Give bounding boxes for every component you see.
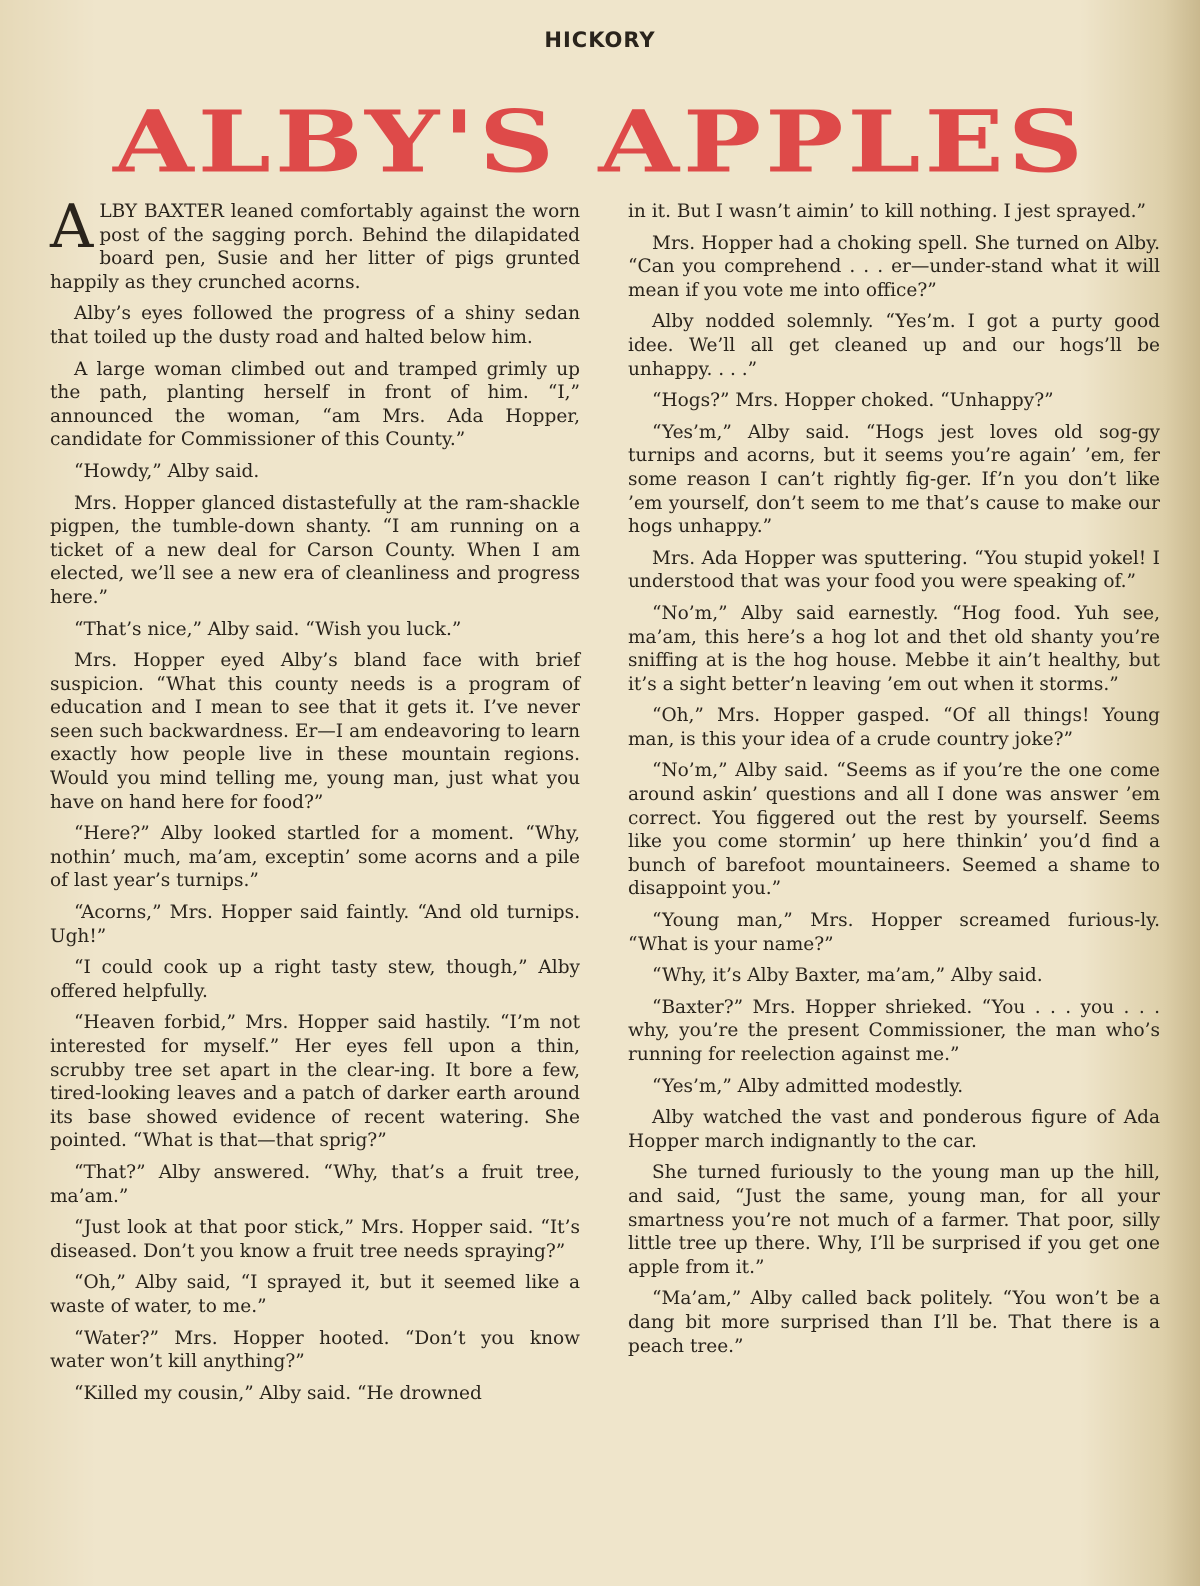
right-column	[628, 200, 1160, 1366]
paragraph: Mrs. Hopper eyed Alby’s bland face with brief suspicion. “What this county needs is a program of education and I mean to see that it gets it. I’ve never seen such backwardness. Er—I am endeavoring to learn exactly how people live in these mountain regions. Would you mind telling me, young man, just what you have on hand here for food?”	[50, 650, 580, 813]
paragraph: “Heaven forbid,” Mrs. Hopper said hastily. “I’m not interested for myself.” Her eyes fell upon a thin, scrubby tree set apart in the clear-ing. It bore a few, tired-looking leaves and a patch of darker earth around its base showed evidence of recent watering. She pointed. “What is that—that sprig?”	[50, 1012, 580, 1152]
paragraph: “Hogs?” Mrs. Hopper choked. “Unhappy?”	[652, 390, 1054, 412]
drop-cap: A	[50, 192, 94, 262]
paragraph: “Yes’m,” Alby said. “Hogs jest loves old sog-gy turnips and acorns, but it seems you’re again’ ’em, fer some reason I can’t rightly fig-ger. If’n you don’t like ’em yourself, don’t seem to me that’s cause to make our hogs unhappy.”	[628, 421, 1160, 538]
paragraph: “Oh,” Alby said, “I sprayed it, but it seemed like a waste of water, to me.”	[50, 1272, 580, 1317]
paragraph: ALBY BAXTER leaned comfortably against the worn post of the sagging porch. Behind the dilapidated board pen, Susie and her litter of pigs grunted happily as they crunched acorns.	[50, 192, 580, 293]
paragraph: She turned furiously to the young man up the hill, and said, “Just the same, young man, for all your smartness you’re not much of a farmer. That poor, silly little tree up there. Why, I’ll be surprised if you get one apple from it.”	[628, 1162, 1160, 1278]
paragraph: “Oh,” Mrs. Hopper gasped. “Of all things! Young man, is this your idea of a crude country joke?”	[628, 705, 1160, 750]
paragraph: “Acorns,” Mrs. Hopper said faintly. “And old turnips. Ugh!”	[50, 902, 580, 947]
paragraph: “I could cook up a right tasty stew, though,” Alby offered helpfully.	[50, 957, 580, 1002]
paragraph: “That’s nice,” Alby said. “Wish you luck.”	[74, 618, 462, 640]
paragraph: A large woman climbed out and tramped grimly up the path, planting herself in front of him. “I,” announced the woman, “am Mrs. Ada Hopper, candidate for Commissioner of this County.”	[50, 358, 580, 451]
paragraph: Mrs. Hopper had a choking spell. She turned on Alby. “Can you comprehend . . . er—under-stand what it will mean if you vote me into office?”	[628, 232, 1160, 301]
paragraph: “Just look at that poor stick,” Mrs. Hopper said. “It’s diseased. Don’t you know a fruit tree needs spraying?”	[50, 1217, 580, 1262]
paragraph: Mrs. Ada Hopper was sputtering. “You stupid yokel! I understood that was your food you were speaking of.”	[628, 547, 1160, 593]
paragraph: “No’m,” Alby said earnestly. “Hog food. Yuh see, ma’am, this here’s a hog lot and thet old shanty you’re sniffing at is the hog house. Mebbe it ain’t healthy, but it’s a sight better’n leaving ’em out when it storms.”	[628, 602, 1160, 695]
paragraph: “Young man,” Mrs. Hopper screamed furious-ly. “What is your name?”	[628, 910, 1160, 955]
paragraph: Alby nodded solemnly. “Yes’m. I got a purty good idee. We’ll all get cleaned up and our hogs’ll be unhappy. . . .”	[628, 311, 1160, 380]
paragraph: “Water?” Mrs. Hopper hooted. “Don’t you know water won’t kill anything?”	[50, 1327, 580, 1373]
paragraph: “Killed my cousin,” Alby said. “He drowned	[74, 1382, 482, 1404]
paragraph: “No’m,” Alby said. “Seems as if you’re the one come around askin’ questions and all I done was answer ’em correct. You figgered out the rest by yourself. Seems like you come stormin’ up here thinkin’ you’d find a bunch of barefoot mountaineers. Seemed a shame to disappoint you.”	[628, 760, 1160, 900]
paragraph: “Howdy,” Alby said.	[74, 460, 260, 482]
paragraph: “Why, it’s Alby Baxter, ma’am,” Alby said.	[652, 965, 1043, 987]
paragraph: “Ma’am,” Alby called back politely. “You won’t be a dang bit more surprised than I’ll be. That there is a peach tree.”	[628, 1288, 1160, 1357]
paragraph: “Here?” Alby looked startled for a moment. “Why, nothin’ much, ma’am, exceptin’ some acorns and a pile of last year’s turnips.”	[50, 823, 580, 892]
paragraph: “That?” Alby answered. “Why, that’s a fruit tree, ma’am.”	[50, 1161, 580, 1207]
paragraph: Mrs. Hopper glanced distastefully at the ram-shackle pigpen, the tumble-down shanty. “I am running on a ticket of a new deal for Carson County. When I am elected, we’ll see a new era of cleanliness and progress here.”	[50, 492, 580, 608]
paragraph: “Yes’m,” Alby admitted modestly.	[652, 1075, 964, 1097]
paragraph: Alby’s eyes followed the progress of a shiny sedan that toiled up the dusty road and halted below him.	[50, 303, 580, 348]
paragraph: in it. But I wasn’t aimin’ to kill nothing. I jest sprayed.”	[628, 201, 1146, 222]
paragraph: “Baxter?” Mrs. Hopper shrieked. “You . . . you . . . why, you’re the present Commissioner, the man who’s running for reelection against me.”	[628, 996, 1160, 1065]
left-column	[50, 192, 580, 1413]
story-title: ALBY'S APPLES	[113, 91, 1087, 193]
magazine-masthead: HICKORY	[544, 28, 656, 52]
paragraph: Alby watched the vast and ponderous figure of Ada Hopper march indignantly to the car.	[628, 1107, 1160, 1152]
